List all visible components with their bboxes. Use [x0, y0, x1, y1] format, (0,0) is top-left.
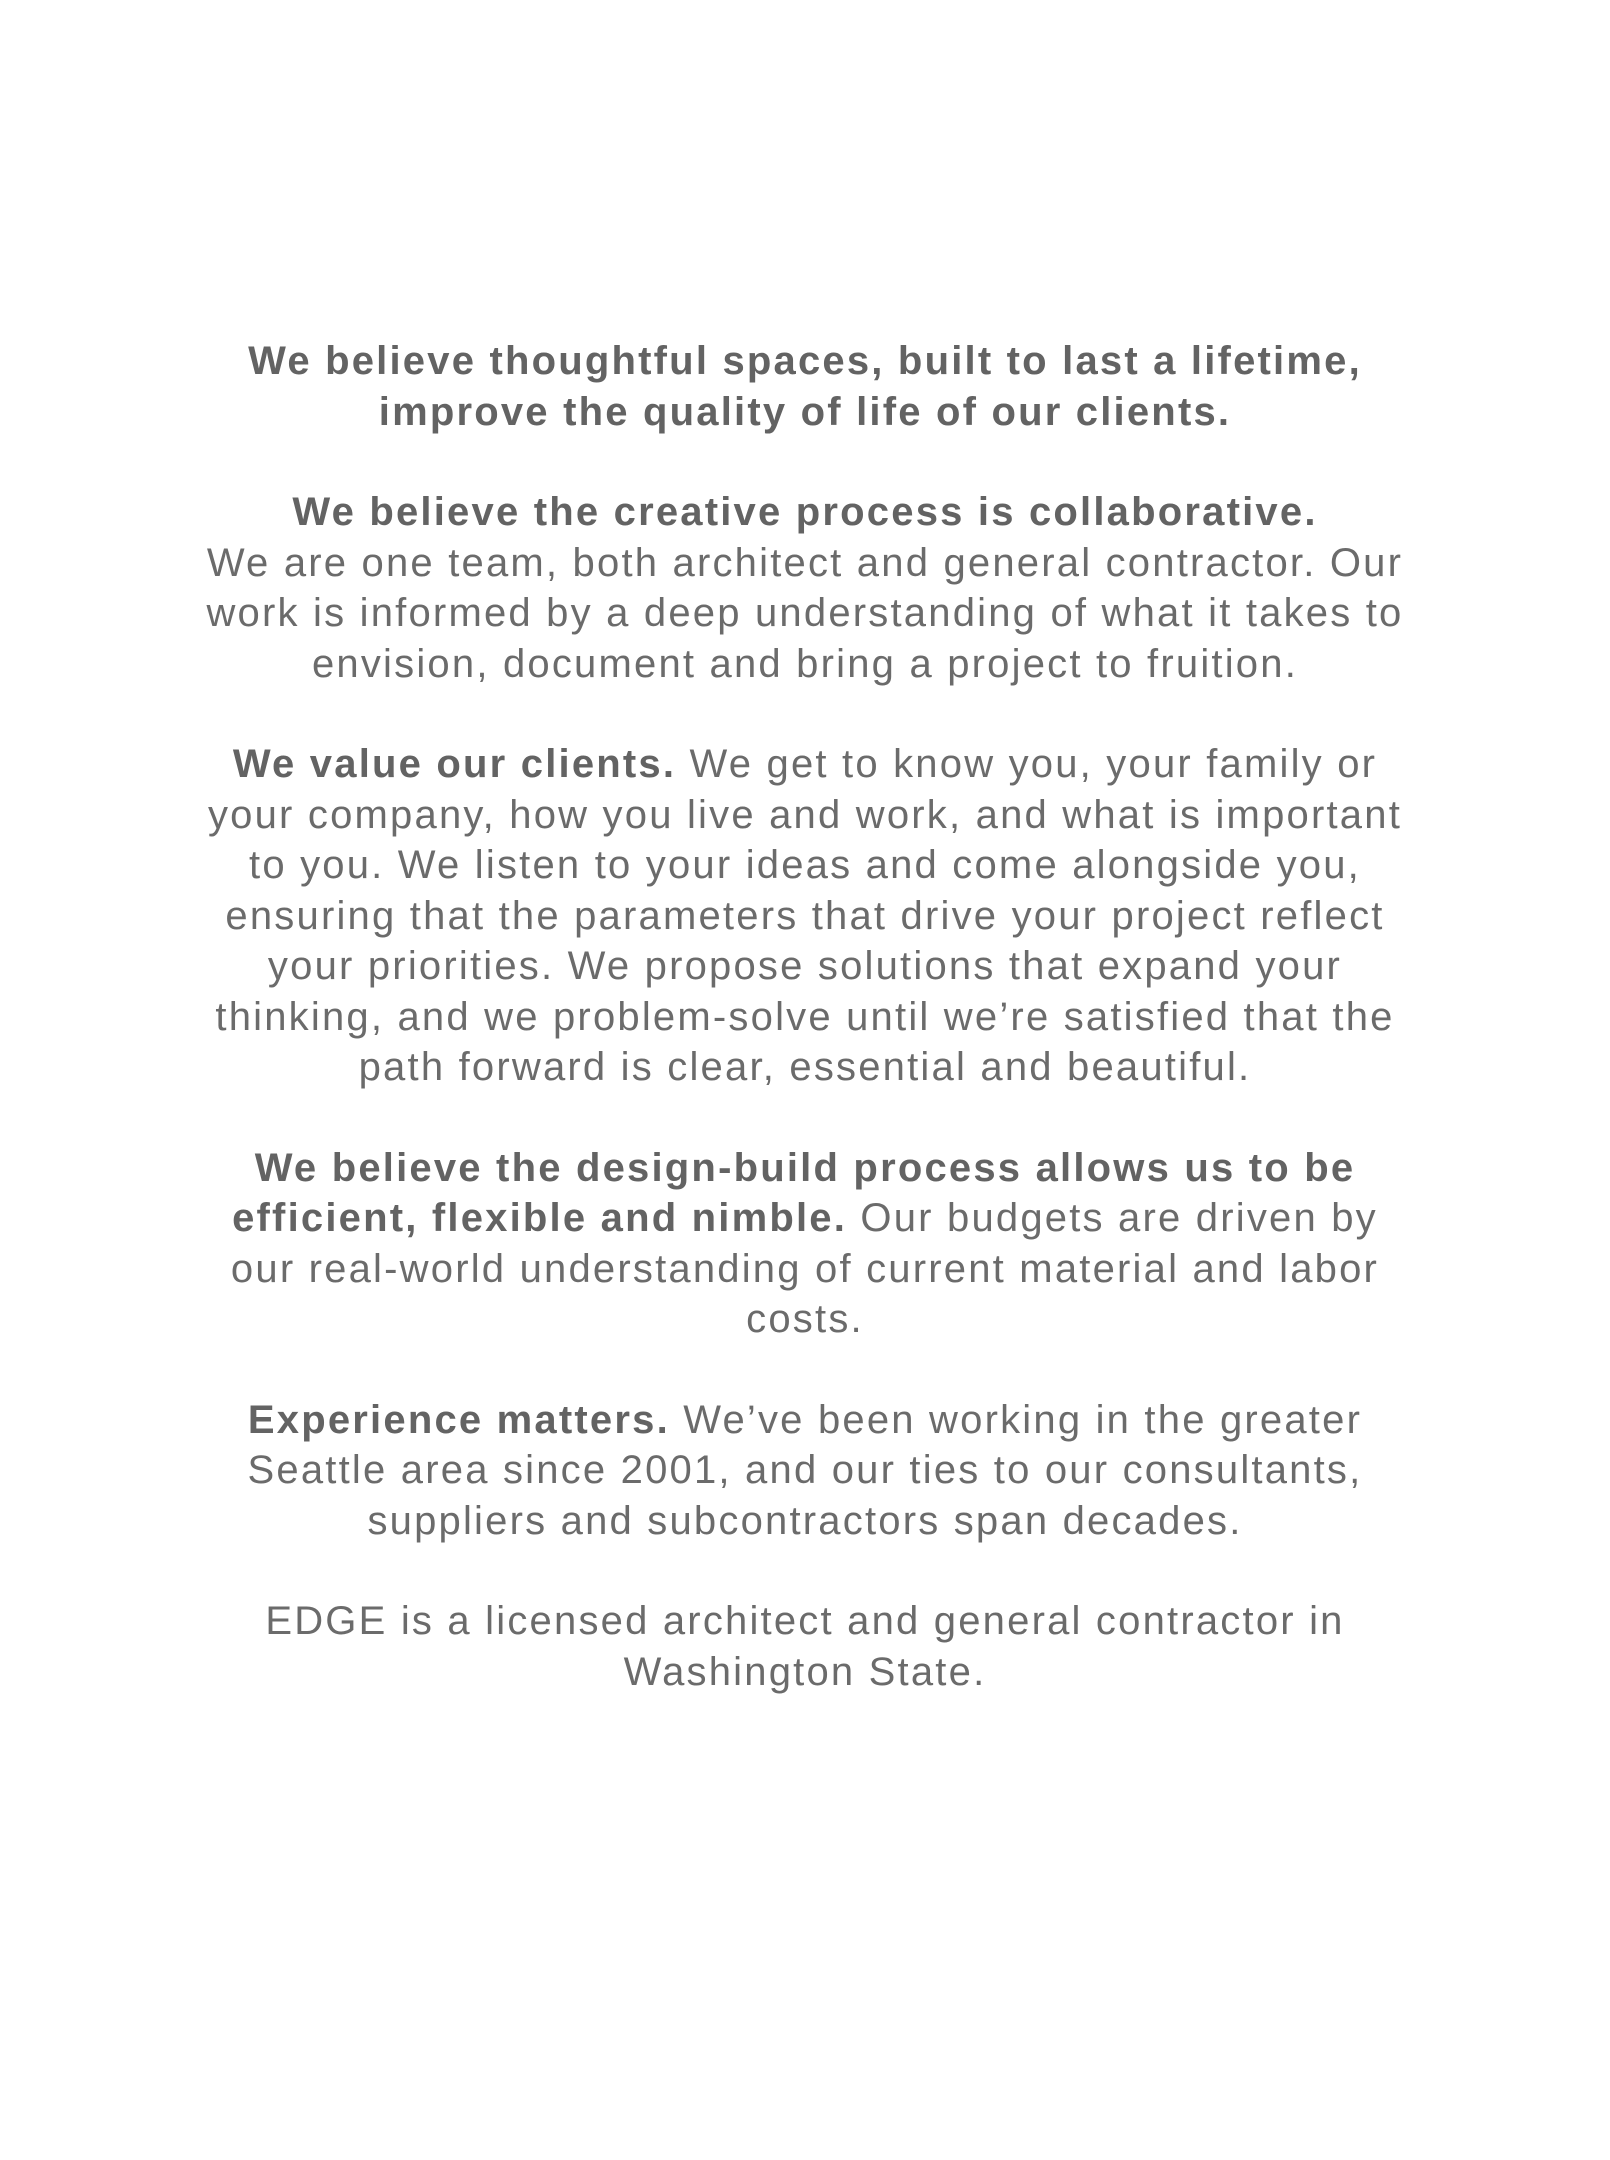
- paragraph-body: Our budgets are driven by our real-world understanding of current material and labor costs.: [230, 1196, 1380, 1341]
- paragraph-body: We’ve been working in the greater Seattle area since 2001, and our ties to our consultants, suppliers and subcontractors span decades.: [247, 1397, 1363, 1543]
- values-statement: [205, 336, 1405, 1747]
- paragraph-value-clients: [205, 739, 1405, 1093]
- paragraph-lead: We believe the design-build process allows us to be efficient, flexible and nimble.: [232, 1145, 1356, 1240]
- paragraph-design-build: [205, 1143, 1405, 1345]
- paragraph-lead: We believe the creative process is collaborative.: [292, 490, 1318, 534]
- paragraph-lead: Experience matters.: [247, 1397, 670, 1442]
- paragraph-lifetime-spaces: [205, 336, 1405, 437]
- paragraph-lead: We value our clients.: [232, 742, 677, 786]
- paragraph-collaborative-process: [205, 487, 1405, 689]
- paragraph-licensing: [205, 1596, 1405, 1697]
- paragraph-body: We are one team, both architect and general contractor. Our work is informed by a deep understanding of what it takes to envision, document and bring a project to fruition.: [206, 540, 1404, 686]
- paragraph-body: EDGE is a licensed architect and general contractor in Washington State.: [265, 1599, 1345, 1694]
- paragraph-lead: We believe thoughtful spaces, built to last a lifetime, improve the quality of life of our clients.: [248, 339, 1362, 434]
- paragraph-body: We get to know you, your family or your company, how you live and work, and what is important to you. We listen to your ideas and come alongside you, ensuring that the parameters that drive your project reflect your priorities. We propose solutions that expand your thinking, and we problem-solve until we’re satisfied that the path forward is clear, essential and beautiful.: [207, 742, 1403, 1089]
- paragraph-experience: [205, 1395, 1405, 1547]
